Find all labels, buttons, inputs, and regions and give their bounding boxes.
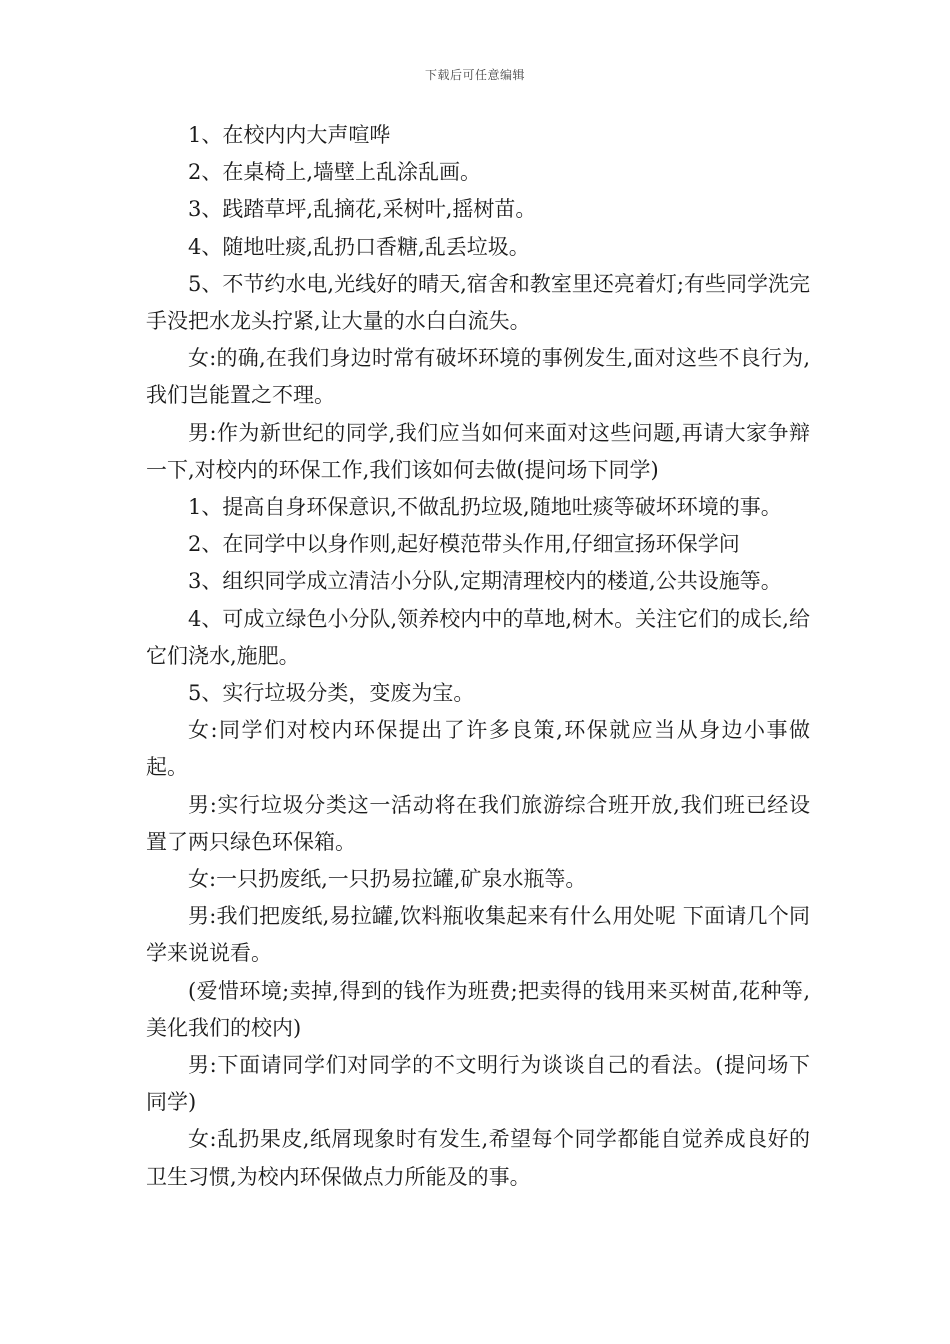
dialogue-male-3: 男:我们把废纸,易拉罐,饮料瓶收集起来有什么用处呢 下面请几个同学来说说看。: [146, 904, 810, 966]
list-item-spitting: 4、随地吐痰,乱扔口香糖,乱丢垃圾。: [188, 234, 530, 259]
suggestion-item-3: 3、组织同学成立清洁小分队,定期清理校内的楼道,公共设施等。: [188, 569, 782, 594]
dialogue-female-1: 女:的确,在我们身边时常有破坏环境的事例发生,面对这些不良行为,我们岂能置之不理。: [146, 346, 810, 408]
suggestion-item-5: 5、实行垃圾分类，变废为宝。: [188, 681, 475, 706]
dialogue-female-4: 女:乱扔果皮,纸屑现象时有发生,希望每个同学都能自觉养成良好的卫生习惯,为校内环保做点力所能及的事。: [146, 1127, 810, 1189]
suggestion-item-1: 1、提高自身环保意识,不做乱扔垃圾,随地吐痰等破坏环境的事。: [188, 495, 782, 520]
list-item-noise: 1、在校内内大声喧哗: [188, 123, 391, 147]
suggestion-item-4: 4、可成立绿色小分队,领养校内中的草地,树木。关注它们的成长,给它们浇水,施肥。: [146, 606, 810, 668]
dialogue-male-4: 男:下面请同学们对同学的不文明行为谈谈自己的看法。(提问场下同学): [146, 1053, 810, 1115]
dialogue-female-2: 女:同学们对校内环保提出了许多良策,环保就应当从身边小事做起。: [146, 718, 810, 780]
list-item-lawn: 3、践踏草坪,乱摘花,采树叶,摇树苗。: [188, 197, 537, 222]
dialogue-male-1: 男:作为新世纪的同学,我们应当如何来面对这些问题,再请大家争辩一下,对校内的环保工作,我们该如何去做(提问场下同学): [146, 420, 810, 482]
list-item-waste-water: 5、不节约水电,光线好的晴天,宿舍和教室里还亮着灯;有些同学洗完手没把水龙头拧紧,让大量的水白白流失。: [146, 271, 810, 334]
dialogue-male-2: 男:实行垃圾分类这一活动将在我们旅游综合班开放,我们班已经设置了两只绿色环保箱。: [146, 792, 810, 854]
audience-answer: (爱惜环境;卖掉,得到的钱作为班费;把卖得的钱用来买树苗,花种等,美化我们的校内): [146, 978, 810, 1040]
dialogue-female-3: 女:一只扔废纸,一只扔易拉罐,矿泉水瓶等。: [188, 867, 587, 892]
document-body: [146, 117, 810, 1196]
page-header: 下载后可任意编辑: [424, 68, 525, 82]
suggestion-item-2: 2、在同学中以身作则,起好模范带头作用,仔细宣扬环保学问: [188, 532, 740, 557]
list-item-graffiti: 2、在桌椅上,墙壁上乱涂乱画。: [188, 160, 482, 185]
